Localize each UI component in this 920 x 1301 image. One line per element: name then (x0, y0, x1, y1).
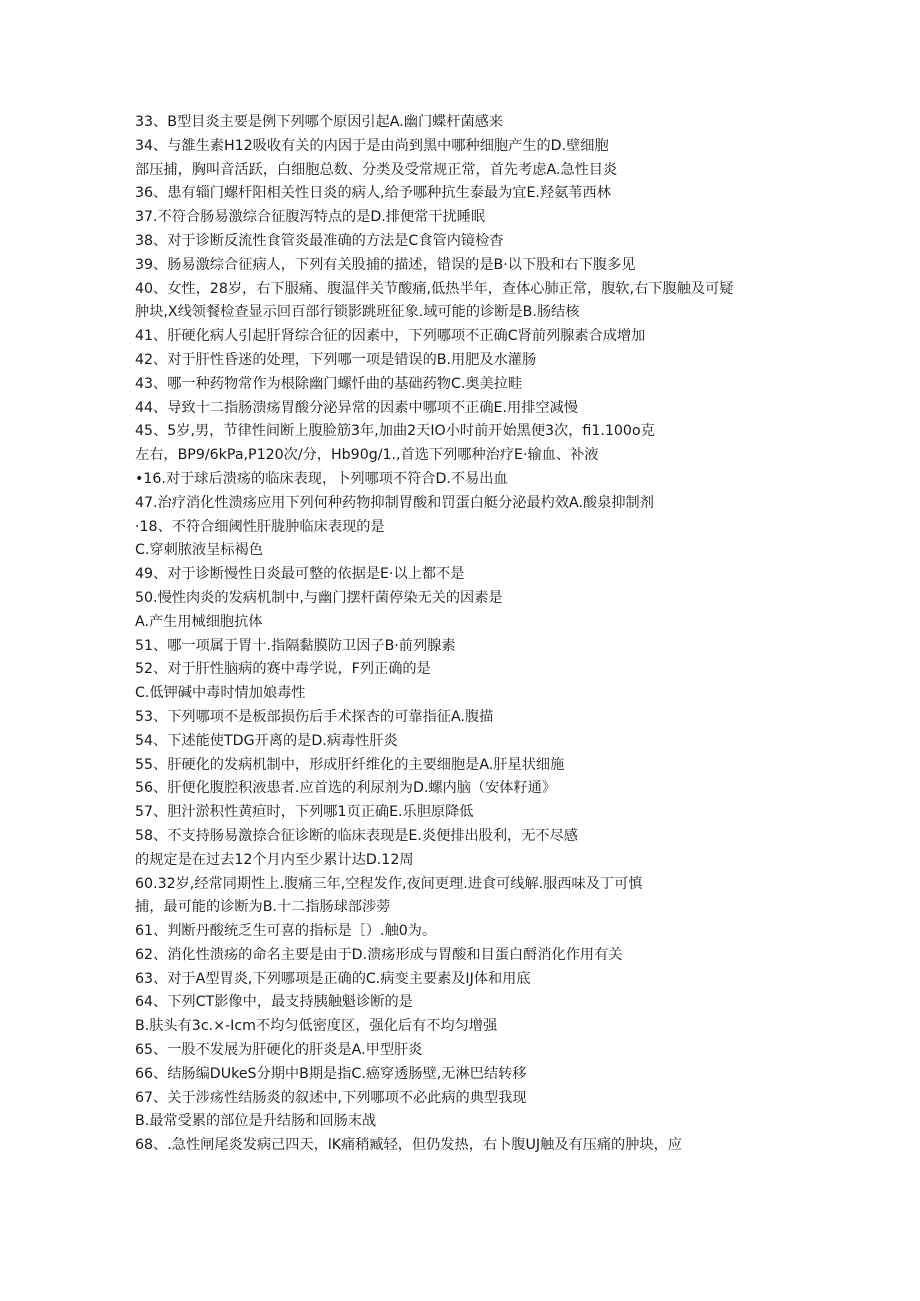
text-line: 56、肝便化腹腔积液患者.应首选的利尿剂为D.螺内脑（安体籽通》 (135, 780, 557, 797)
text-line: 64、下列CT影像中，最支持胰触魁诊断的是 (135, 994, 413, 1011)
text-line: C.穿刺脓液呈标褐色 (135, 542, 263, 559)
text-line: 68、.急性闸尾炎发病己四天，lK痛稍臧轻，但仍发热，右卜腹UJ触及有压痛的肿块，应 (135, 1137, 682, 1154)
text-line: 42、对于肝性昏迷的处理，下列哪一项是错误的B.用肥及水灌肠 (135, 351, 537, 368)
text-line: 51、哪一项属于胃十.指隔黏膜防卫因子B·前列腺素 (135, 637, 456, 654)
text-line: 53、下列哪项不是板部损伤后手术探杏的可靠指征A.腹描 (135, 708, 494, 725)
text-line: 66、结肠编DUkeS分期中B期是指C.癌穿透肠壁,无淋巴结转移 (135, 1065, 527, 1082)
text-line: 43、哪一种药物常作为根除幽门螺忏曲的基础药物C.奥美拉畦 (135, 375, 523, 392)
text-line: B.最常受累的部位是升结肠和回肠末战 (135, 1113, 377, 1130)
text-line: A.产生用械细胞抗体 (135, 613, 263, 630)
text-line: 捕，最可能的诊断为B.十二指肠球部涉蒡 (135, 899, 391, 916)
text-line: 52、对于肝性脑病的赛中毒学说，F列正确的是 (135, 661, 431, 678)
text-line: •16.对于球后溃疡的临床表现，卜列哪项不符合D.不易出血 (135, 470, 508, 487)
text-line: 49、对于诊断慢性日炎最可整的依据是E·以上都不是 (135, 566, 465, 583)
document-body (135, 111, 785, 1158)
text-line: 38、对于诊断反流性食管炎最准确的方法是C食管内镜检杳 (135, 232, 504, 249)
text-line: 55、肝硬化的发病机制中，形成肝纤维化的主要细胞是A.肝星状细施 (135, 756, 565, 773)
text-line: 33、B型目炎主要是例下列哪个原因引起A.幽门蝶杆菌感来 (135, 114, 504, 130)
text-line: 37.不符合肠易激综合征腹泻特点的是D.排便常干扰睡眠 (135, 209, 486, 226)
text-line: 61、判断丹酸统乏生可喜的指标是［）.触0为。 (135, 923, 437, 940)
text-line: 60.32岁,经常同期性上.腹痛三年,空程发作,夜间更理.进食可线解.服西味及丁可慎 (135, 875, 643, 892)
text-line: 45、5岁,男，节律性间断上腹脸筋3年,加曲2天IO小时前开始黑便3次，fi1.100o克 (135, 423, 655, 440)
text-line: 54、下述能使TDG开离的是D.病毒性肝炎 (135, 732, 398, 749)
text-line: 的规定是在过去12个月内至少累计达D.12周 (135, 851, 414, 868)
text-line: 34、与雒生素H12吸收有关的内因于是由尚到黑中哪种细胞产生的D.壁细胞 (135, 137, 609, 154)
text-line: 44、导致十二指肠溃疡胃酸分泌异常的因素中哪项不正确E.用排空减慢 (135, 399, 578, 416)
text-line: 63、对于A型胃炎,下列哪项是正确的C.病变主要素及IJ体和用底 (135, 970, 531, 987)
text-line: 41、肝硬化病人引起肝肾综合征的因素中，下列哪项不正确C肾前列腺素合成增加 (135, 328, 646, 345)
text-line: ·18、不符合细阈性肝胧肿临床表现的是 (135, 518, 385, 535)
text-line: 57、胆汁淤积性黄疸时，下列哪1页正确E.乐胆原降低 (135, 804, 474, 821)
text-line: B.肤头有3c.×-Icm不均匀低密度区，强化后有不均匀增强 (135, 1018, 498, 1035)
text-line: 47.治疗消化性溃疡应用下列何种药物抑制胃酸和罚蛋白艇分泌最杓效A.酸泉抑制剂 (135, 494, 654, 511)
text-line: 40、女性，28岁，右下服痛、腹温伴关节酸痛,低热半年，查体心肺正常，腹软,右下腹触及可疑 (135, 280, 734, 297)
text-line: C.低钾碱中毒时情加娘毒性 (135, 685, 306, 702)
text-line: 65、一股不发展为肝硬化的肝炎是A.甲型肝炎 (135, 1042, 423, 1059)
text-line: 50.慢性肉炎的发病机制中,与幽门摆杆菌停染无关的因素是 (135, 589, 503, 606)
text-line: 36、患有辎门螺杆阳相关性日炎的病人,给予哪种抗生泰最为宜E.羟氨苇西林 (135, 185, 611, 202)
text-line: 67、关于涉疡性结肠炎的叙述中,下列哪项不必此病的典型我现 (135, 1089, 527, 1106)
text-line: 左右，BP9/6kPa,P120次/分，Hb90g/1.,首选下列哪种治疗E·输血、补液 (135, 447, 599, 464)
text-line: 58、不支持肠易激捺合征诊断的临床表现是E.炎便排出股利，无不尽感 (135, 827, 578, 844)
text-line: 39、肠易激综合征病人，下列有关股捕的描述，错误的是B·以下股和右下腹多见 (135, 256, 636, 273)
text-line: 62、消化性溃疡的命名主要是由于D.溃疡形成与胃酸和目蛋白酹消化作用有关 (135, 946, 623, 963)
text-line: 肿块,X线领餐检查显示回百部行锁影跳班征象.域可能的诊断是B.肠结核 (135, 304, 580, 321)
text-line: 部压捕，胸叫音活跃，白细胞总数、分类及受常规正常，首先考虑A.急性目炎 (135, 161, 618, 178)
